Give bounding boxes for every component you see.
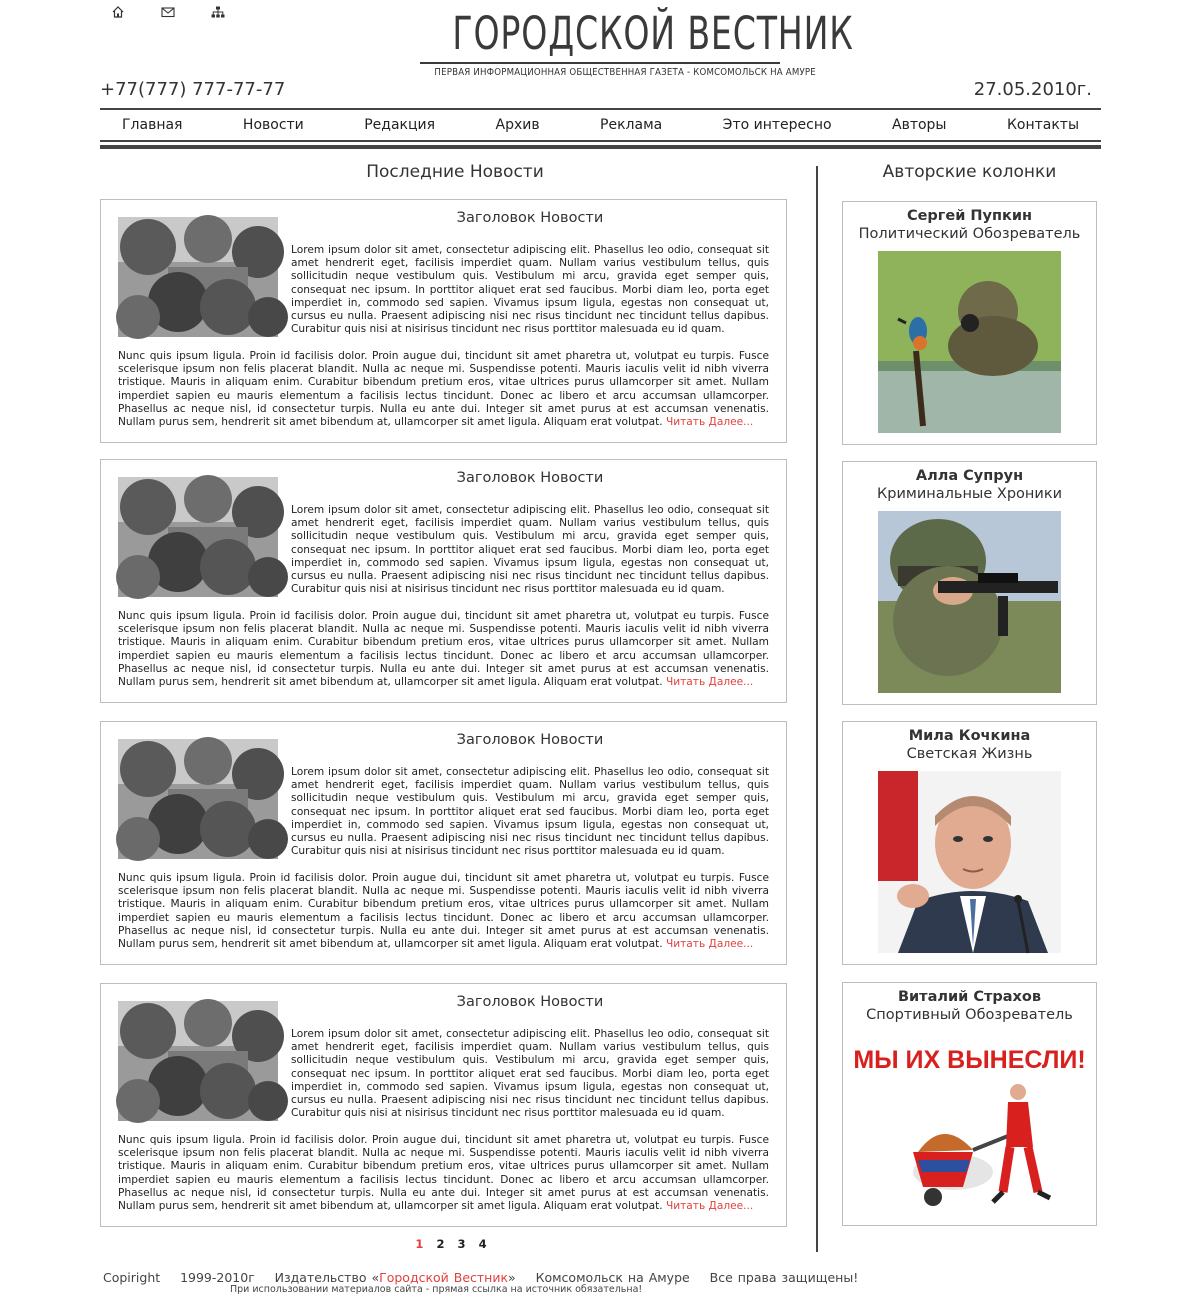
site-logo[interactable] <box>420 7 854 78</box>
author-role: Криминальные Хроники <box>876 486 1063 502</box>
news-title[interactable]: Заголовок Новости <box>456 470 604 486</box>
news-body-text: Nunc quis ipsum ligula. Proin id facilisis dolor. Proin augue dui, tincidunt sit amet pharetra ut, volutpat eu turpis. Fusce scelerisque ipsum non felis placerat blandit. Nulla ac neque mi. Suspendisse potenti. Mauris iaculis velit id nibh viverra tristique. Mauris in aliquam enim. Curabitur bibendum pretium eros, vitae ultrices purus ullamcorper sit amet. Nullam imperdiet sapien eu mauris elementum a facilisis lectus tincidunt. Donec ac libero et arcu accumsan ullamcorper. Phasellus ac neque nisl, id consectetur turpis. Nulla eu ante dui. Integer sit amet purus at est accumsan venenatis. Nullam purus sem, hendrerit sit amet bibendum at, ullamcorper sit amet ligula. Aliquam erat volutpat. <box>118 610 769 689</box>
news-section-title: Последние Новости <box>366 162 544 182</box>
page-link-3[interactable]: 3 <box>457 1237 466 1251</box>
footer-city: Комсомольск на Амуре <box>535 1270 690 1285</box>
author-role: Политический Обозреватель <box>858 226 1081 242</box>
news-lead: Lorem ipsum dolor sit amet, consectetur adipiscing elit. Phasellus leo odio, consequat sit amet hendrerit eget, facilisis imperdiet quam. Nullam varius vestibulum tellus, quis sollicitudin neque vestibulum quis. Vestibulum mi arcu, gravida eget semper quis, consequat nec ipsum. In porttitor aliquet erat sed faucibus. Morbi diam leo, porta eget imperdiet in, commodo sed sapien. Vivamus ipsum ligula, egestas non consequat ut, cursus eu nulla. Praesent adipiscing nisi nec risus tincidunt nec tincidunt tellus dapibus. Curabitur quis nisi at nisirisus tincidunt nec risus porttitor malesuada eu id quam. <box>291 766 769 858</box>
phone-number: +77(777) 777-77-77 <box>100 79 286 100</box>
page-link-2[interactable]: 2 <box>436 1237 445 1251</box>
read-more-link[interactable]: Читать Далее... <box>665 938 754 951</box>
read-more-link[interactable]: Читать Далее... <box>665 1200 754 1213</box>
columns-section-title: Авторские колонки <box>882 162 1057 182</box>
footer-publisher-name[interactable]: Городской Вестник <box>379 1270 509 1285</box>
home-icon[interactable] <box>110 4 126 20</box>
current-date: 27.05.2010г. <box>973 79 1092 100</box>
news-body <box>118 610 769 689</box>
author-card <box>842 982 1097 1226</box>
logo-title: ГОРОДСКОЙ ВЕСТНИК <box>452 7 854 60</box>
footer-publisher-prefix: Издательство « <box>274 1270 380 1285</box>
page-link-1[interactable]: 1 <box>415 1237 424 1251</box>
footer <box>103 1270 858 1285</box>
read-more-link[interactable]: Читать Далее... <box>665 676 754 689</box>
author-role: Спортивный Обозреватель <box>866 1007 1073 1023</box>
author-photo[interactable] <box>878 771 1061 953</box>
news-title[interactable]: Заголовок Новости <box>456 732 604 748</box>
news-body-text: Nunc quis ipsum ligula. Proin id facilisis dolor. Proin augue dui, tincidunt sit amet pharetra ut, volutpat eu turpis. Fusce scelerisque ipsum non felis placerat blandit. Nulla ac neque mi. Suspendisse potenti. Mauris iaculis velit id nibh viverra tristique. Mauris in aliquam enim. Curabitur bibendum pretium eros, vitae ultrices purus ullamcorper sit amet. Nullam imperdiet sapien eu mauris elementum a facilisis lectus tincidunt. Donec ac libero et arcu accumsan ullamcorper. Phasellus ac neque nisl, id consectetur turpis. Nulla eu ante dui. Integer sit amet purus at est accumsan venenatis. Nullam purus sem, hendrerit sit amet bibendum at, ullamcorper sit amet ligula. Aliquam erat volutpat. <box>118 872 769 951</box>
footer-years: 1999-2010г <box>180 1270 255 1285</box>
author-name[interactable]: Сергей Пупкин <box>906 208 1033 224</box>
news-card <box>100 199 787 443</box>
footer-publisher-suffix: » <box>508 1270 516 1285</box>
news-title[interactable]: Заголовок Новости <box>456 210 604 226</box>
nav-item-contacts[interactable]: Контакты <box>1006 117 1079 133</box>
author-photo[interactable] <box>853 1032 1086 1214</box>
column-divider <box>816 166 818 1252</box>
news-image[interactable] <box>118 1001 278 1121</box>
nav-item-ads[interactable]: Реклама <box>600 117 663 133</box>
top-icon-bar <box>110 4 226 20</box>
nav-item-archive[interactable]: Архив <box>495 117 540 133</box>
footer-note: При использовании материалов сайта - прямая ссылка на источник обязательна! <box>230 1284 643 1295</box>
author-name[interactable]: Алла Супрун <box>915 468 1024 484</box>
news-card <box>100 983 787 1227</box>
footer-copyright: Copiright <box>103 1270 161 1285</box>
news-title[interactable]: Заголовок Новости <box>456 994 604 1010</box>
news-card <box>100 721 787 965</box>
author-card <box>842 721 1097 965</box>
news-card <box>100 459 787 703</box>
news-lead: Lorem ipsum dolor sit amet, consectetur adipiscing elit. Phasellus leo odio, consequat sit amet hendrerit eget, facilisis imperdiet quam. Nullam varius vestibulum tellus, quis sollicitudin neque vestibulum quis. Vestibulum mi arcu, gravida eget semper quis, consequat nec ipsum. In porttitor aliquet erat sed faucibus. Morbi diam leo, porta eget imperdiet in, commodo sed sapien. Vivamus ipsum ligula, egestas non consequat ut, cursus eu nulla. Praesent adipiscing nisi nec risus tincidunt nec tincidunt tellus dapibus. Curabitur quis nisi at nisirisus tincidunt nec risus porttitor malesuada eu id quam. <box>291 504 769 596</box>
author-card <box>842 461 1097 705</box>
author-name[interactable]: Мила Кочкина <box>908 728 1031 744</box>
author-name[interactable]: Виталий Страхов <box>897 989 1042 1005</box>
news-lead: Lorem ipsum dolor sit amet, consectetur adipiscing elit. Phasellus leo odio, consequat sit amet hendrerit eget, facilisis imperdiet quam. Nullam varius vestibulum tellus, quis sollicitudin neque vestibulum quis. Vestibulum mi arcu, gravida eget semper quis, consequat nec ipsum. In porttitor aliquet erat sed faucibus. Morbi diam leo, porta eget imperdiet in, commodo sed sapien. Vivamus ipsum ligula, egestas non consequat ut, cursus eu nulla. Praesent adipiscing nisi nec risus tincidunt nec tincidunt tellus dapibus. Curabitur quis nisi at nisirisus tincidunt nec risus porttitor malesuada eu id quam. <box>291 1028 769 1120</box>
news-lead: Lorem ipsum dolor sit amet, consectetur adipiscing elit. Phasellus leo odio, consequat sit amet hendrerit eget, facilisis imperdiet quam. Nullam varius vestibulum tellus, quis sollicitudin neque vestibulum quis. Vestibulum mi arcu, gravida eget semper quis, consequat nec ipsum. In porttitor aliquet erat sed faucibus. Morbi diam leo, porta eget imperdiet in, commodo sed sapien. Vivamus ipsum ligula, egestas non consequat ut, cursus eu nulla. Praesent adipiscing nisi nec risus tincidunt nec tincidunt tellus dapibus. Curabitur quis nisi at nisirisus tincidunt nec risus porttitor malesuada eu id quam. <box>291 244 769 336</box>
nav-item-news[interactable]: Новости <box>242 117 304 133</box>
pagination <box>100 1233 810 1252</box>
nav-item-home[interactable]: Главная <box>122 117 183 133</box>
main-nav <box>100 112 1101 140</box>
logo-rule <box>420 62 780 64</box>
nav-item-authors[interactable]: Авторы <box>892 117 947 133</box>
news-image[interactable] <box>118 217 278 337</box>
nav-item-interesting[interactable]: Это интересно <box>722 117 832 133</box>
sitemap-icon[interactable] <box>210 4 226 20</box>
footer-rights: Все права защищены! <box>709 1270 859 1285</box>
mail-icon[interactable] <box>160 4 176 20</box>
author-role: Светская Жизнь <box>906 746 1033 762</box>
nav-bottom-rule-thick <box>100 145 1101 149</box>
news-body-text: Nunc quis ipsum ligula. Proin id facilisis dolor. Proin augue dui, tincidunt sit amet pharetra ut, volutpat eu turpis. Fusce scelerisque ipsum non felis placerat blandit. Nulla ac neque mi. Suspendisse potenti. Mauris iaculis velit id nibh viverra tristique. Mauris in aliquam enim. Curabitur bibendum pretium eros, vitae ultrices purus ullamcorper sit amet. Nullam imperdiet sapien eu mauris elementum a facilisis lectus tincidunt. Donec ac libero et arcu accumsan ullamcorper. Phasellus ac neque nisl, id consectetur turpis. Nulla eu ante dui. Integer sit amet purus at est accumsan venenatis. Nullam purus sem, hendrerit sit amet bibendum at, ullamcorper sit amet ligula. Aliquam erat volutpat. <box>118 1134 769 1213</box>
author-card <box>842 201 1097 445</box>
news-body-text: Nunc quis ipsum ligula. Proin id facilisis dolor. Proin augue dui, tincidunt sit amet pharetra ut, volutpat eu turpis. Fusce scelerisque ipsum non felis placerat blandit. Nulla ac neque mi. Suspendisse potenti. Mauris iaculis velit id nibh viverra tristique. Mauris in aliquam enim. Curabitur bibendum pretium eros, vitae ultrices purus ullamcorper sit amet. Nullam imperdiet sapien eu mauris elementum a facilisis lectus tincidunt. Donec ac libero et arcu accumsan ullamcorper. Phasellus ac neque nisl, id consectetur turpis. Nulla eu ante dui. Integer sit amet purus at est accumsan venenatis. Nullam purus sem, hendrerit sit amet bibendum at, ullamcorper sit amet ligula. Aliquam erat volutpat. <box>118 350 769 429</box>
nav-item-editorial[interactable]: Редакция <box>364 117 436 133</box>
author-photo[interactable] <box>878 251 1061 433</box>
news-body <box>118 1134 769 1213</box>
news-body <box>118 872 769 951</box>
photo-caption: МЫ ИХ ВЫНЕСЛИ! <box>853 1046 1086 1074</box>
news-image[interactable] <box>118 477 278 597</box>
news-image[interactable] <box>118 739 278 859</box>
nav-top-rule <box>100 108 1101 110</box>
read-more-link[interactable]: Читать Далее... <box>665 416 754 429</box>
page-link-4[interactable]: 4 <box>478 1237 487 1251</box>
author-photo[interactable] <box>878 511 1061 693</box>
logo-subtitle: ПЕРВАЯ ИНФОРМАЦИОННАЯ ОБЩЕСТВЕННАЯ ГАЗЕТА - КОМСОМОЛЬСК НА АМУРЕ <box>434 67 816 78</box>
news-body <box>118 350 769 429</box>
nav-bottom-rule <box>100 140 1101 142</box>
